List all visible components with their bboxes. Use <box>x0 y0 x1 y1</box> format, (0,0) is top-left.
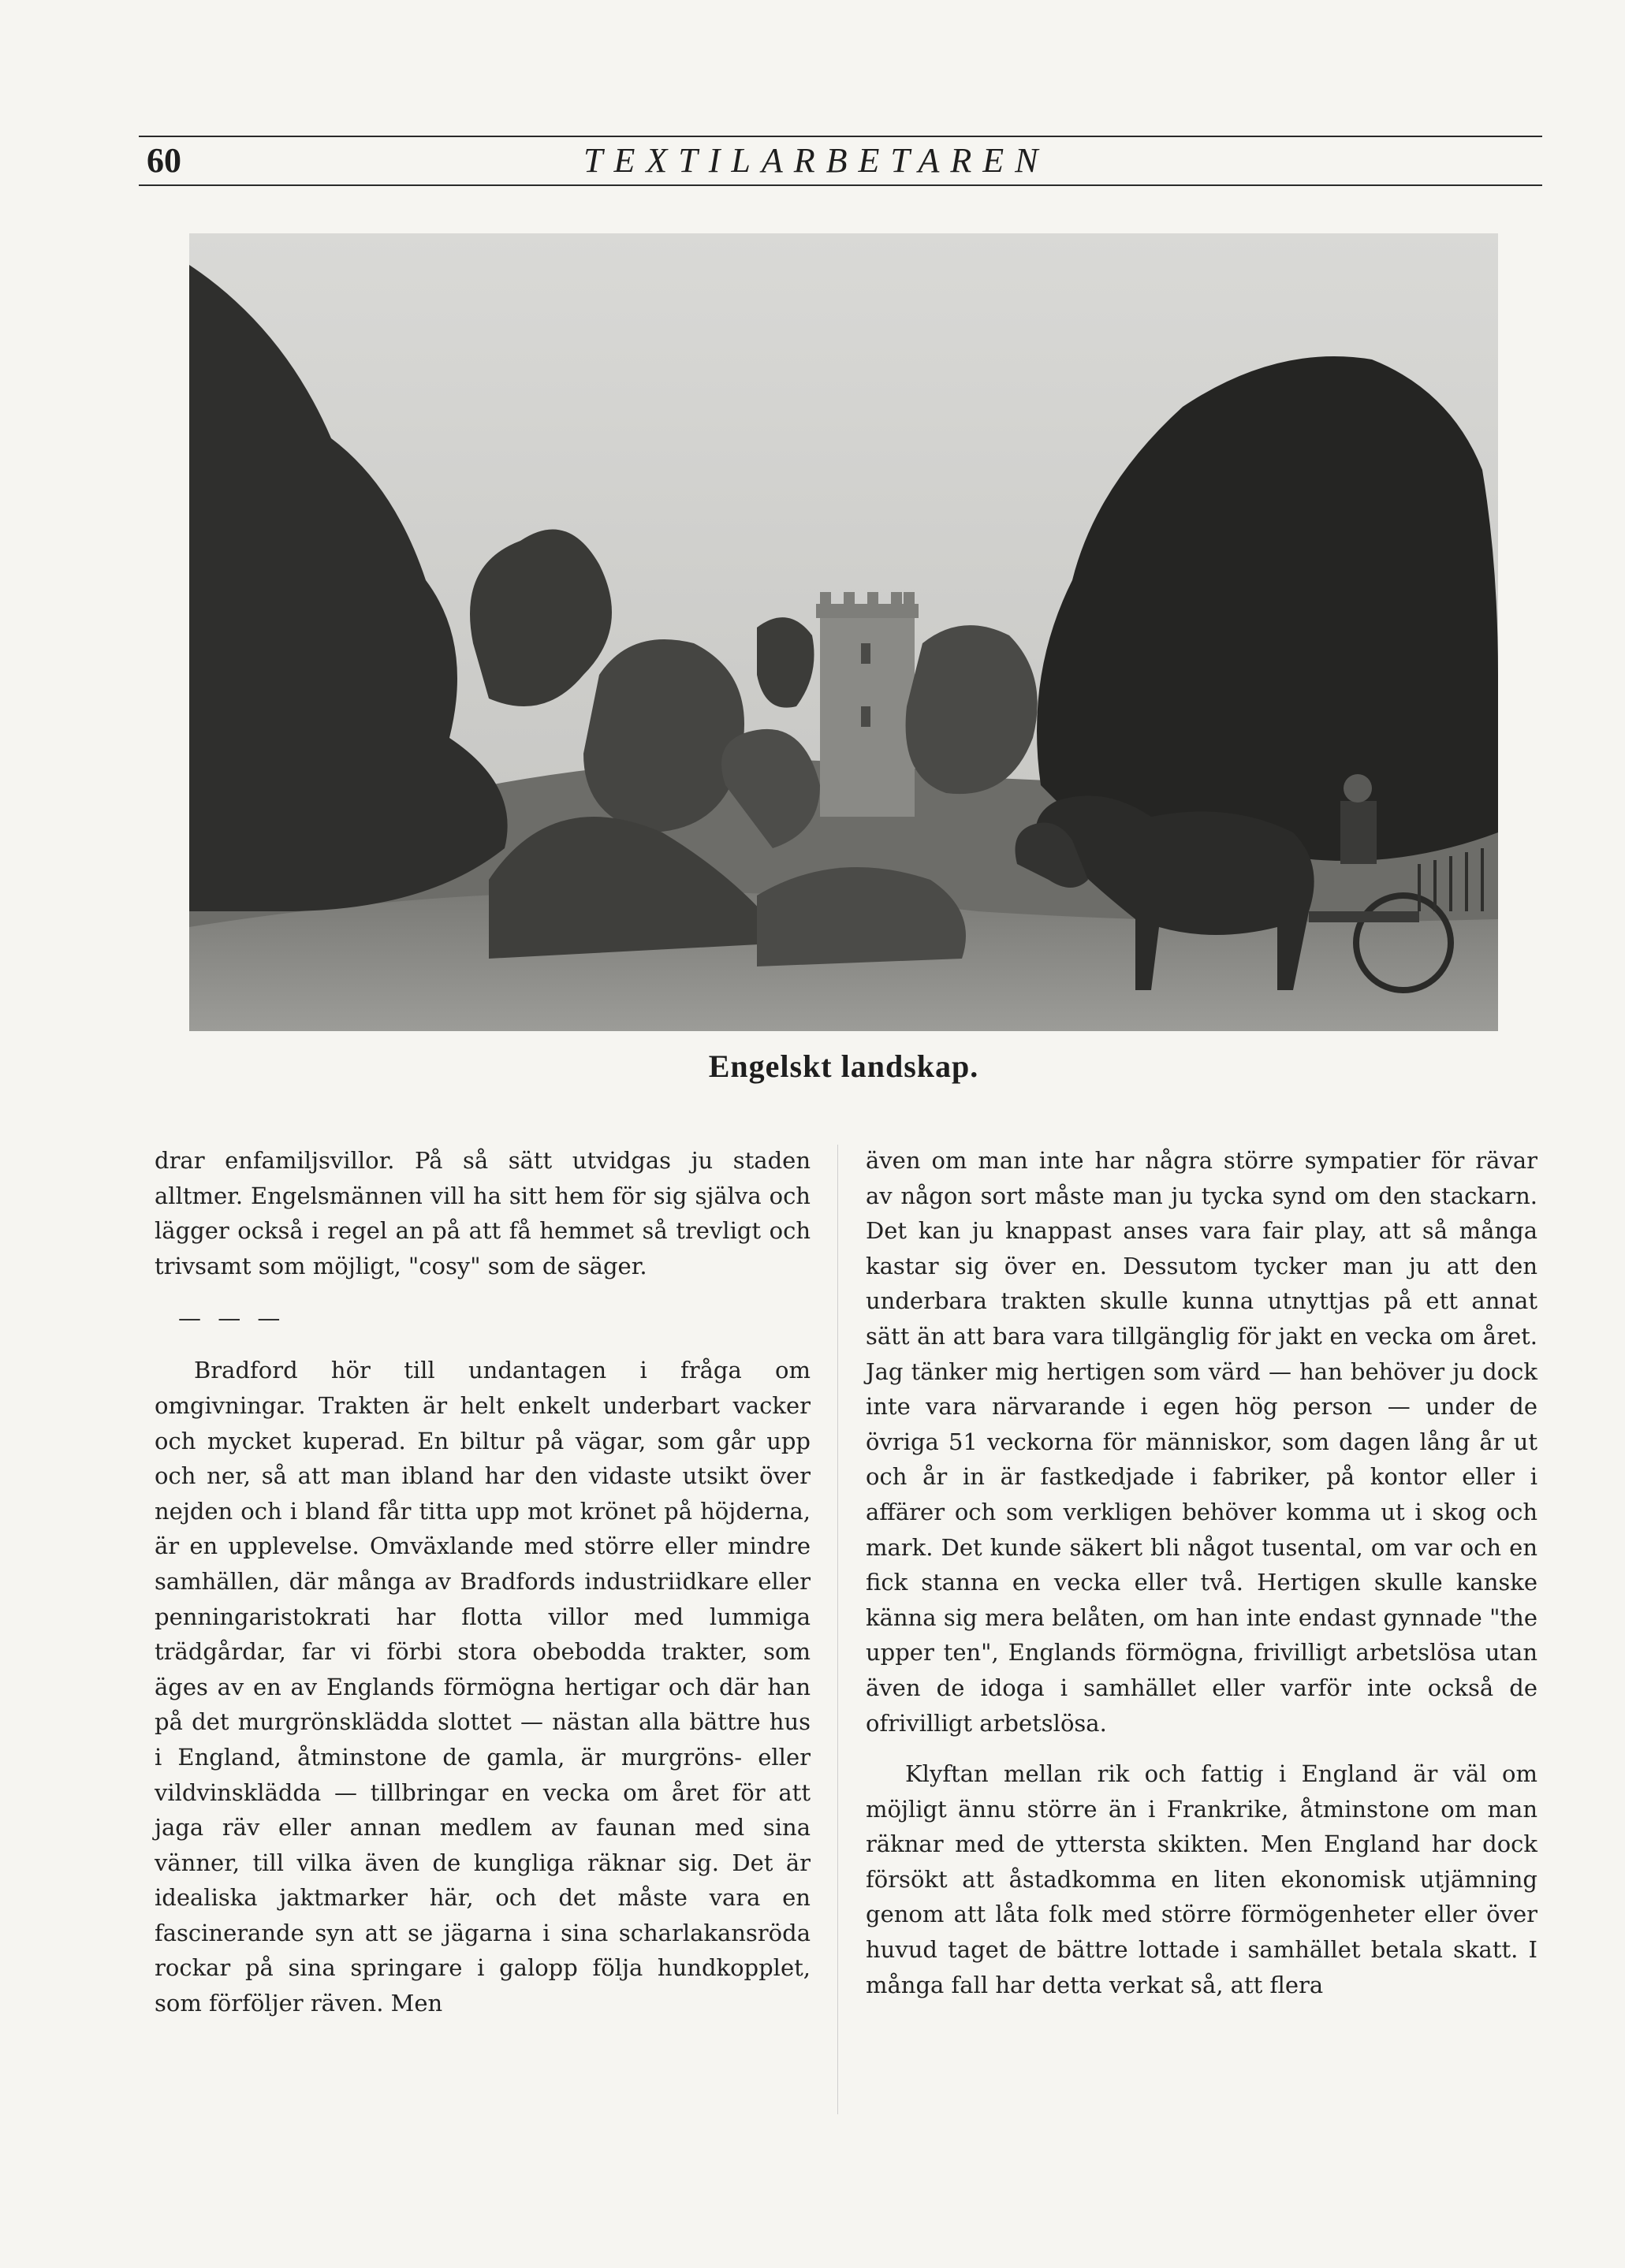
header-rule-top <box>139 136 1542 137</box>
right-paragraph-2: Klyftan mellan rik och fattig i England är väl om möjligt ännu större än i Frankrike, åtminstone om man räknar med de yttersta skikten. Men England har dock försökt att åstadkomma en liten ekonomisk utjämning genom att låta folk med större förmögenheter eller över huvud taget de bättre lottade i samhället betala skatt. I många fall har detta verkat så, att flera <box>866 1760 1537 1998</box>
landscape-photo <box>189 233 1498 1031</box>
right-column <box>866 1143 1537 2002</box>
right-paragraph-1: även om man inte har några större sympatier för rävar av någon sort måste man ju tycka synd om den stackarn. Det kan ju knappast anses vara fair play, att så många kastar sig över en. Dessutom tycker man ju att den underbara trakten skulle kunna utnyttjas på ett annat sätt än att bara vara tillgänglig för jakt en vecka om året. Jag tänker mig hertigen som värd — han behöver ju dock inte vara närvarande i egen hög person — under de övriga 51 veckorna för människor, som dagen lång år ut och år in är fastkedjade i fabriker, på kontor eller i affärer och som verkligen behöver komma ut i skog och mark. Det kunde säkert bli något tusental, om var och en fick stanna en vecka eller två. Hertigen skulle kanske känna sig mera belåten, om han inte endast gynnade "the upper ten", Englands förmögna, frivilligt arbetslösa utan även de idoga i samhället eller varför inte också de ofrivilligt arbetslösa. <box>866 1147 1537 1737</box>
section-separator: — — — <box>178 1305 285 1332</box>
left-paragraph-1: drar enfamiljsvillor. På så sätt utvidgas ju staden alltmer. Engelsmännen vill ha sitt hem för sig själva och lägger också i regel an på att få hemmet så trevligt och trivsamt som möjligt, "cosy" som de säger. <box>155 1147 811 1279</box>
paragraph-gap <box>866 1741 1537 1756</box>
figure-caption: Engelskt landskap. <box>708 1048 979 1084</box>
column-divider <box>837 1145 838 2114</box>
left-column <box>155 1143 811 2021</box>
journal-title: TEXTILARBETAREN <box>583 141 1049 180</box>
left-paragraph-2: Bradford hör till undantagen i fråga om omgivningar. Trakten är helt enkelt underbart vacker och mycket kuperad. En biltur på vägar, som går upp och ner, så att man ibland har den vidaste utsikt över nejden och i bland får titta upp mot krönet på höjderna, är en upplevelse. Omväxlande med större eller mindre samhällen, där många av Bradfords industriidkare eller penningaristokrati har flotta villor med lummiga trädgårdar, far vi förbi stora obebodda trakter, som äges av en av Englands förmögna hertigar och där han på det murgrönsklädda slottet — nästan alla bättre hus i England, åtminstone de gamla, är murgröns- eller vildvinsklädda — tillbringar en vecka om året för att jaga räv eller annan medlem av faunan med sina vänner, till vilka även de kungliga räknar sig. Det är idealiska jaktmarker här, och det måste vara en fascinerande syn att se jägarna i sina scharlakansröda rockar på sina springare i galopp följa hundkopplet, som förföljer räven. Men <box>155 1357 811 2017</box>
header-rule-bottom <box>139 184 1542 186</box>
page-number: 60 <box>147 141 181 180</box>
